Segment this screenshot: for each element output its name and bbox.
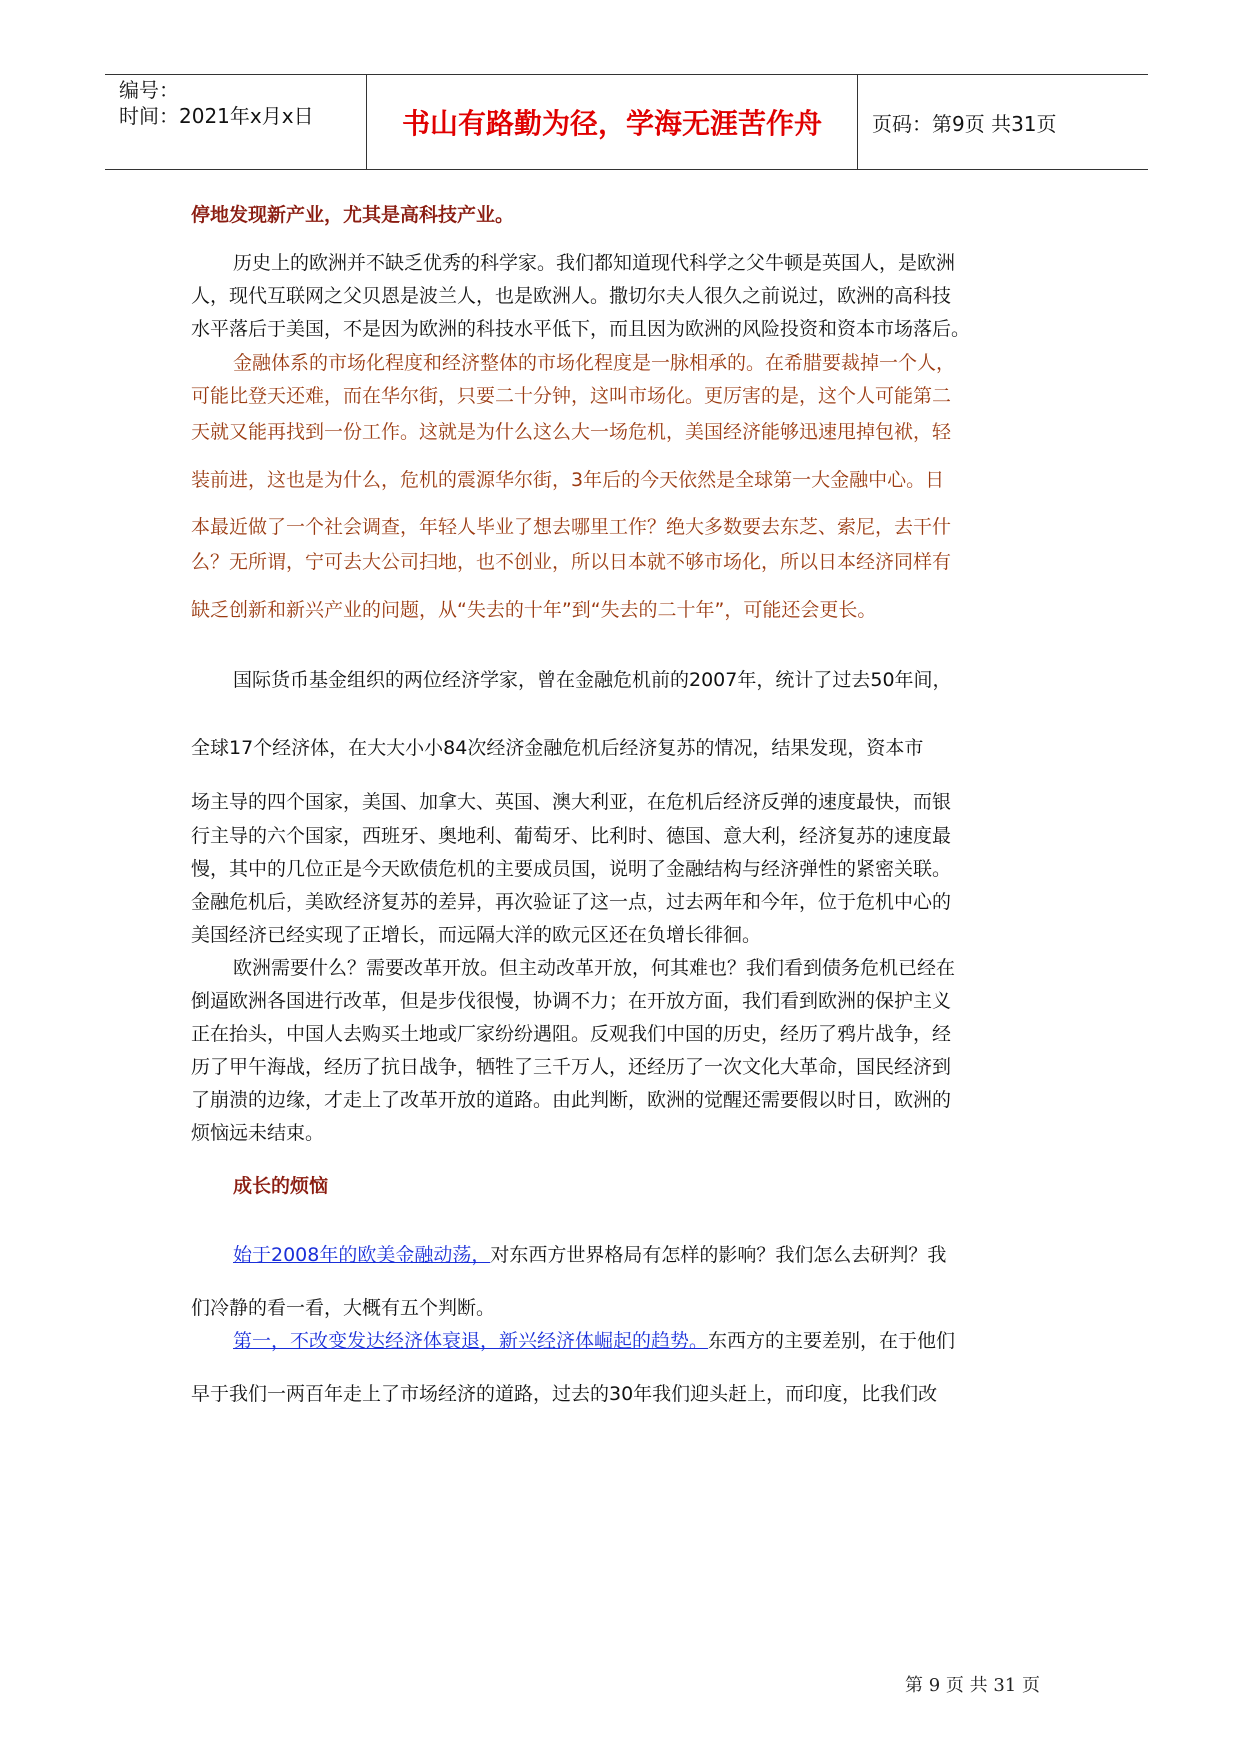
header-meta [105,75,367,169]
body-line: 水平落后于美国，不是因为欧洲的科技水平低下，而且因为欧洲的风险投资和资本市场落后。 [191,318,971,340]
body-line: 金融体系的市场化程度和经济整体的市场化程度是一脉相承的。在希腊要裁掉一个人， [233,352,956,374]
section-heading: 成长的烦恼 [233,1175,329,1197]
body-line: 欧洲需要什么？需要改革开放。但主动改革开放，何其难也？我们看到债务危机已经在 [233,957,956,979]
body-text: 东西方的主要差别，在于他们 [708,1330,956,1352]
body-line: 美国经济已经实现了正增长，而远隔大洋的欧元区还在负增长徘徊。 [191,924,762,946]
body-line: 正在抬头，中国人去购买土地或厂家纷纷遇阻。反观我们中国的历史，经历了鸦片战争，经 [191,1023,952,1045]
page-header [105,74,1148,170]
header-page-info: 页码：第9页 共31页 [872,111,1057,136]
body-line: 历了甲午海战，经历了抗日战争，牺牲了三千万人，还经历了一次文化大革命，国民经济到 [191,1056,952,1078]
link-first-judgment[interactable]: 第一，不改变发达经济体衰退，新兴经济体崛起的趋势。 [233,1330,709,1352]
body-line: 了崩溃的边缘，才走上了改革开放的道路。由此判断，欧洲的觉醒还需要假以时日，欧洲的 [191,1089,952,1111]
body-line: 可能比登天还难，而在华尔街，只要二十分钟，这叫市场化。更厉害的是，这个人可能第二 [191,385,952,407]
body-line: 金融危机后，美欧经济复苏的差异，再次验证了这一点，过去两年和今年，位于危机中心的 [191,891,952,913]
page-footer: 第 9 页 共 31 页 [905,1675,1040,1696]
body-line: 行主导的六个国家，西班牙、奥地利、葡萄牙、比利时、德国、意大利，经济复苏的速度最 [191,825,952,847]
body-line: 缺乏创新和新兴产业的问题，从“失去的十年”到“失去的二十年”，可能还会更长。 [191,599,877,621]
body-line: 倒逼欧洲各国进行改革，但是步伐很慢，协调不力；在开放方面，我们看到欧洲的保护主义 [191,990,952,1012]
body-line: 人，现代互联网之父贝恩是波兰人，也是欧洲人。撒切尔夫人很久之前说过，欧洲的高科技 [191,285,952,307]
body-line [233,1327,955,1355]
body-line: 烦恼远未结束。 [191,1122,325,1144]
body-line [233,1241,946,1269]
body-line: 们冷静的看一看，大概有五个判断。 [191,1297,496,1319]
body-line: 天就又能再找到一份工作。这就是为什么这么大一场危机，美国经济能够迅速甩掉包袱，轻 [191,421,952,443]
body-line: 早于我们一两百年走上了市场经济的道路，过去的30年我们迎头赶上，而印度，比我们改 [191,1383,938,1405]
body-line: 么？无所谓，宁可去大公司扫地，也不创业，所以日本就不够市场化，所以日本经济同样有 [191,551,952,573]
body-line: 装前进，这也是为什么，危机的震源华尔街，3年后的今天依然是全球第一大金融中心。日 [191,469,945,491]
body-text: 对东西方世界格局有怎样的影响？我们怎么去研判？我 [490,1244,947,1266]
body-line: 国际货币基金组织的两位经济学家，曾在金融危机前的2007年，统计了过去50年间， [233,669,952,691]
body-line: 场主导的四个国家，美国、加拿大、英国、澳大利亚，在危机后经济反弹的速度最快，而银 [191,791,952,813]
number-label: 编号： [119,78,179,102]
body-line: 停地发现新产业，尤其是高科技产业。 [191,204,515,226]
body-line: 历史上的欧洲并不缺乏优秀的科学家。我们都知道现代科学之父牛顿是英国人，是欧洲 [233,252,956,274]
body-line: 慢，其中的几位正是今天欧债危机的主要成员国，说明了金融结构与经济弹性的紧密关联。 [191,858,952,880]
time-label: 时间：2021年x月x日 [119,104,314,128]
header-motto: 书山有路勤为径，学海无涯苦作舟 [367,75,858,169]
link-2008-turmoil[interactable]: 始于2008年的欧美金融动荡， [233,1244,491,1266]
body-line: 本最近做了一个社会调查，年轻人毕业了想去哪里工作？绝大多数要去东芝、索尼，去干什 [191,516,952,538]
body-line: 全球17个经济体，在大大小小84次经济金融危机后经济复苏的情况，结果发现，资本市 [191,737,924,759]
